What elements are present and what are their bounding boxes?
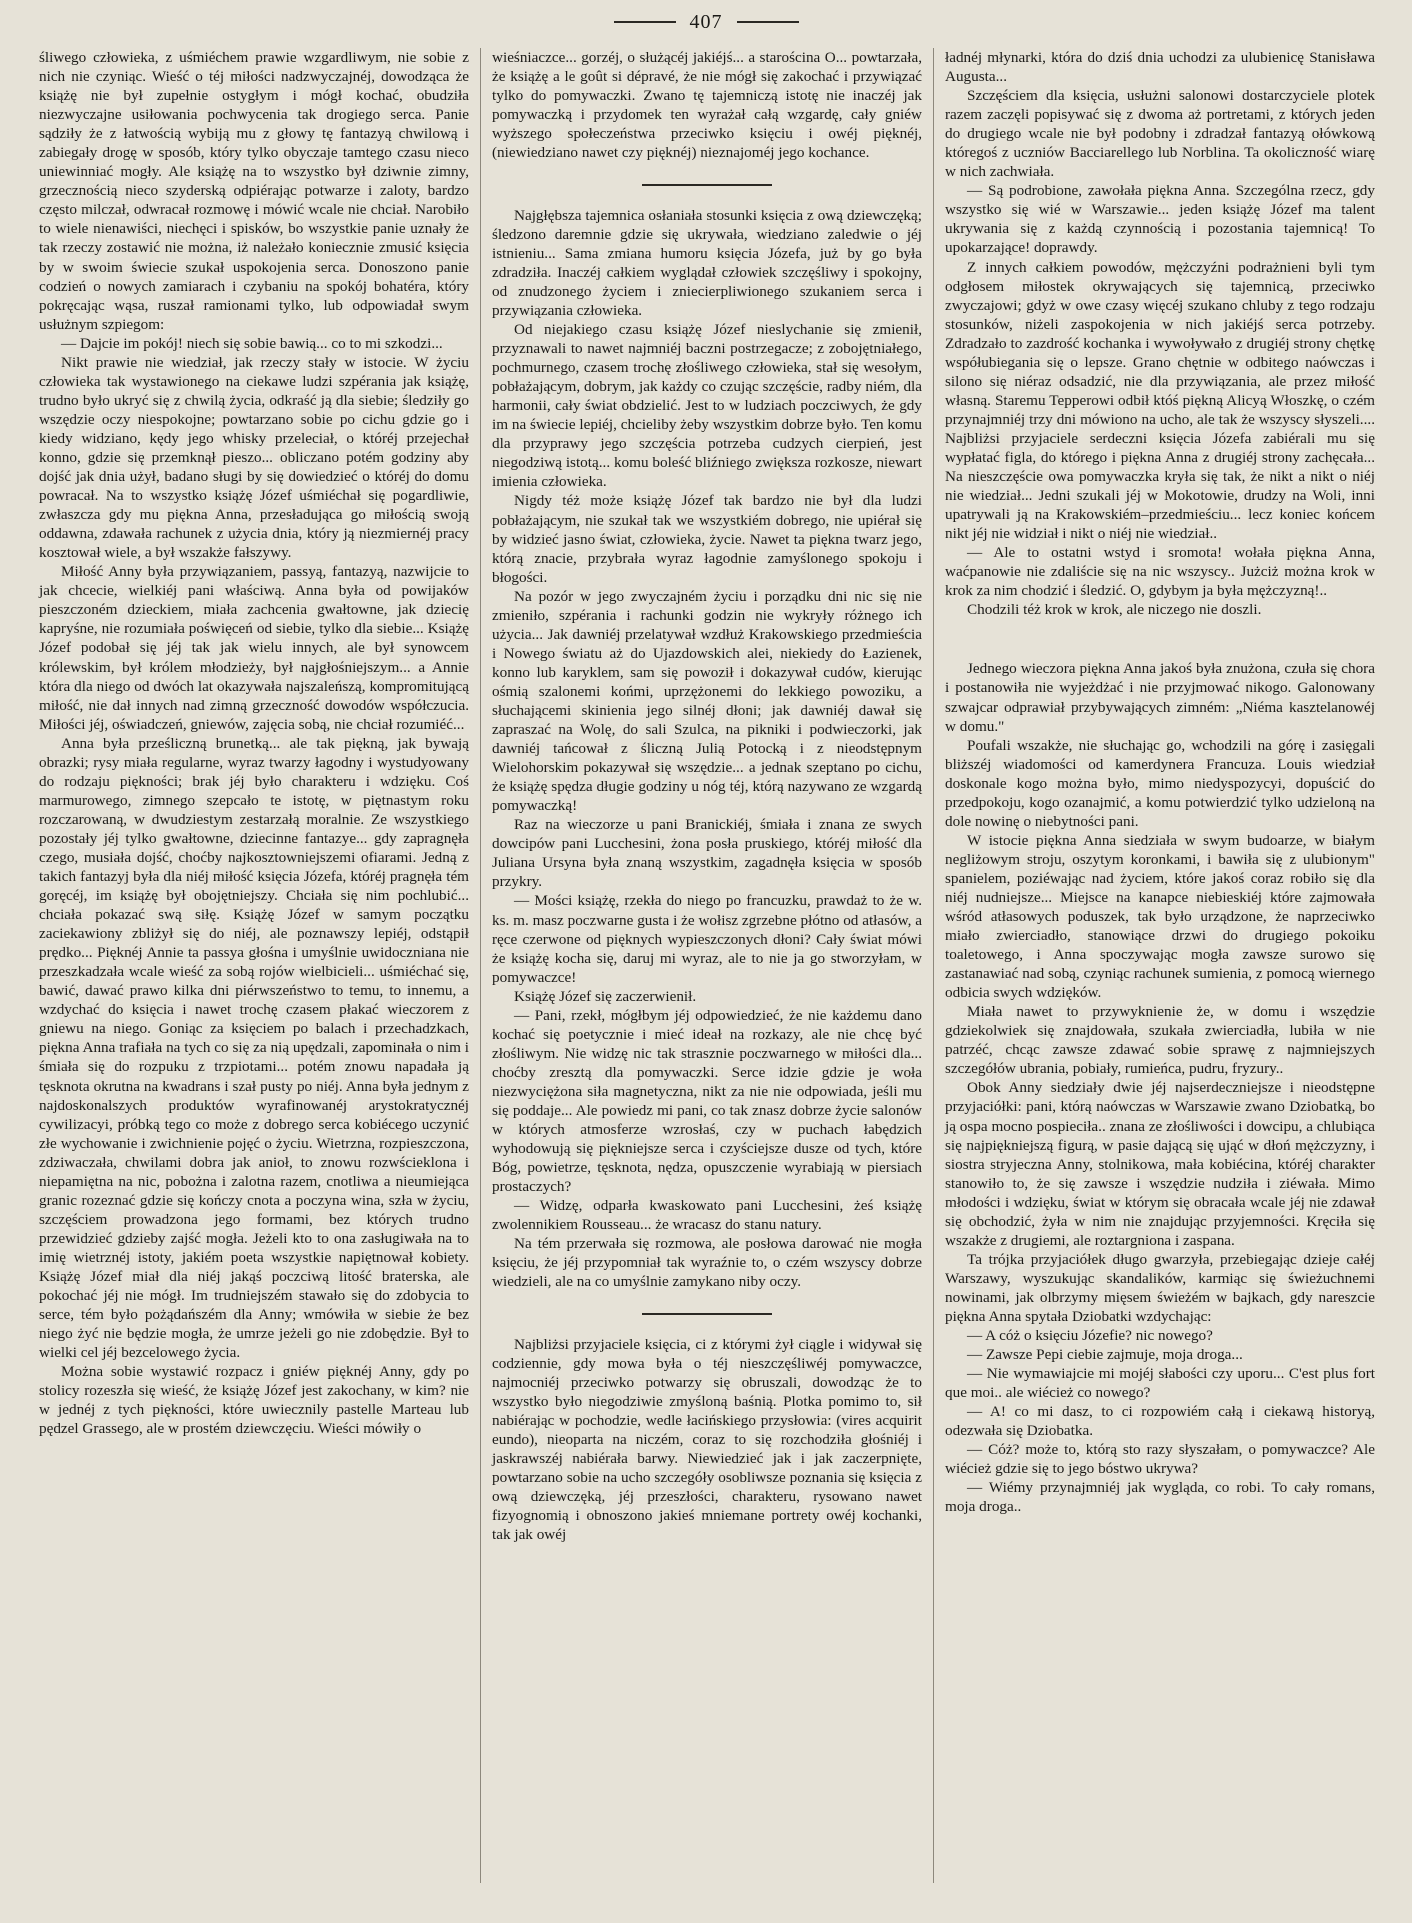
section-gap [945, 619, 1375, 659]
paragraph: — Nie wymawiajcie mi mojéj słabości czy uporu... C'est plus fort que moi.. ale wiécież co nowego? [945, 1365, 1375, 1402]
paragraph: — Wiémy przynajmniéj jak wygląda, co robi. To cały romans, moja droga.. [945, 1479, 1375, 1516]
paragraph: Nikt prawie nie wiedział, jak rzeczy stały w istocie. W życiu człowieka tak wystawionego na ciekawe ludzi szpérania jak książę, trudno było ukryć się z chwilą życia, odkraść ją dla siebie; śledziły go wszędzie oczy niespokojne; powtarzano sobie po cichu gdzie go i kiedy widziano, kędy jego whisky przeleciał, o któréj przejechał konno, gdzie się przemknął pieszo... obliczano potém godziny aby dojść jak dnia użył, badano sługi by się dowiedzieć o któréj do domu powracał. Na to wszystko książę Józef uśmiéchał się pogardliwie, zwłaszcza gdy mu piękna Anna, przesładująca go miłością swoją oddawna, zdawała rachunek z użycia dnia, który ją niezmiernéj pracy kosztował wiele, a był wszakże fałszywy. [39, 353, 469, 562]
paragraph: Miała nawet to przywyknienie że, w domu i wszędzie gdziekolwiek się znajdowała, szukała zwierciadła, lubiła w nie patrzéć, chcąc zawsze zdawać sobie sprawę z najmniejszych szczegółów ubrania, pobiały, rumieńca, pudru, fryzury.. [945, 1003, 1375, 1078]
paragraph: Najgłębsza tajemnica osłaniała stosunki księcia z ową dziewczęką; śledzono daremnie gdzie się ukrywała, wiedziano zaledwie o jéj istnieniu... Sama zmiana humoru księcia Józefa, już by go była zdradziła. Inaczéj całkiem wyglądał człowiek szczęśliwy i spokojny, od znudzonego życiem i zniecierpliwionego szukaniem serca i przywiązania człowieka. [492, 206, 922, 320]
column-3 [934, 48, 1386, 1883]
column-1 [28, 48, 481, 1883]
paragraph: Z innych całkiem powodów, mężczyźni podrażnieni byli tym odgłosem miłostek okrywających się tajemnicą, przeciwko zwyczajowi; gdyż w owe czasy więcéj szukano chluby z tego rodzaju stosunków, niżeli zaspokojenia w nich jakiéjś serca potrzeby. Zdradzało to zazdrość kochanka i wywoływało z drugiéj strony chętkę współubiegania się o lepsze. Grano chętnie w odbitego naówczas i silono się niéraz odsadzić, nie dla przywiązania, ale przez miłość własną. Staremu Tepperowi odbił któś piękną Alicyą Włoszkę, o czém przynajmniéj trzy dni mówiono na ucho, ale tak że wszyscy słyszeli.... Najbliżsi przyjaciele serdeczni księcia Józefa zabiérali mu się wypłatać figla, do którego i piękna Anna z drugiéj strony zachęcała... Na nieszczęście owa pomywaczka kryła się tak, że nikt a nikt o niéj nie wiedział... Jedni szukali jéj w Mokotowie, drudzy na Woli, inni upatrywali ją na Krakowskiém–przedmieściu... lecz koniec końcem nikt jéj nie widział i nikt o niéj nie wiedział.. [945, 258, 1375, 543]
paragraph: Nigdy téż może książę Józef tak bardzo nie był dla ludzi pobłażającym, nie szukał tak we wszystkiém dobrego, nie upiérał się by widzieć jasno świat, człowieka, życie. Nawet ta piękna twarz jego, którą znacie, przybrała wyraz łagodnie zamyślonego spokoju i błogości. [492, 492, 922, 586]
paragraph: — Mości książę, rzekła do niego po francuzku, prawdaż to że w. ks. m. masz poczwarne gusta i że wołisz zgrzebne płótno od atłasów, a ręce czerwone od pięknych wypieszczonych dłoni? Cały świat mówi że książę kocha się, daruj mi wyraz, ale to nie ja go stworzyłam, w pomywaczce! [492, 892, 922, 986]
paragraph: — A! co mi dasz, to ci rozpowiém całą i ciekawą historyą, odezwała się Dziobatka. [945, 1403, 1375, 1440]
paragraph: — Widzę, odparła kwaskowato pani Lucchesini, żeś książę zwolennikiem Rousseau... że wracasz do stanu natury. [492, 1197, 922, 1234]
section-divider [642, 1313, 772, 1315]
paragraph: Anna była prześliczną brunetką... ale tak piękną, jak bywają obrazki; rysy miała regularne, wyraz twarzy łagodny i wystudyowany do rodzaju piękności; brak jéj było charakteru i wdzięku. Coś marmurowego, zimnego szepcało te istotę, w piętnastym roku rozczarowaną, w dwudziestym zestarzałą moralnie. Ze wszystkiego pozostały jéj tylko gwałtowne, dziecinne fantazye... gdy zapragnęła czego, musiała dojść, choćby najkosztowniejszemi ofiarami. Jedną z takich fantazyj była dla niéj miłość księcia Józefa, któréj pragnęła tém goręcéj, im książę był obojętniejszy. Chciała się nim pochlubić... chciała pokazać swą siłę. Książę Józef w samym początku zaciekawiony zbliżył się do niéj, ale poznawszy lepiéj, odstąpił prędko... Pięknéj Annie ta passya głośna i umyślnie uwidoczniana nie przeszkadzała wcale wieść za sobą rojów wielbicieli... uśmiéchać się, bawić, dawać prawo kilka dni piérwszeństwo to temu, to innemu, a wzdychać do księcia i nawet trochę czasem płakać wieczorem z gniewu na niego. Goniąc za księciem po balach i przechadzkach, piękna Anna trafiała na tych co się za nią upędzali, zapominała o nim i śmiała się do rozpuku z trzpiotami... potém znowu napadała ją tęsknota okrutna na kwadrans i szał pusty po niéj. Anna była jednym z najdoskonalszych produktów wyrafinowanéj arystokratycznéj cywilizacyi, próbką tego co może z dobrego serca kobiécego uczynić złe wychowanie i zwichnienie pojęć o życiu. Wietrzna, rozpieszczona, zdziwaczała, chwilami dobra jak anioł, to znowu rozwścieklona i niepamiętna na nic, pobożna i zalotna razem, cnotliwa a nieumiejąca granic rozeznać gdzie się kończy cnota a poczyna wina, szła w życiu, szczęściem prowadzona jego formami, bez których trudno przewidzieć gdzieby zajść mogła. Jeżeli kto to ona zasługiwała na to imię wietrznéj istoty, jakiém poeta wszystkie napiętnował kobiety. Książę Józef miał dla niéj jakąś poczciwą litość braterska, ale pokochać jéj nie mógł. Im trudniejszém stawało się do zdobycia to serce, tém było pożądańszém dla Anny; wmówiła w siebie że bez niego żyć nie będzie mogła, że umrze jeżeli go nie zdobędzie. Był to wielki cel jéj bezcelowego życia. [39, 734, 469, 1362]
paragraph: Raz na wieczorze u pani Branickiéj, śmiała i znana ze swych dowcipów pani Lucchesini, żona posła pruskiego, któréj miłość dla Juliana Ursyna była znaną wszystkim, zagadnęła księcia w sposób przykry. [492, 816, 922, 891]
page-number: 407 [689, 10, 723, 33]
paragraph: Miłość Anny była przywiązaniem, passyą, fantazyą, nazwijcie to jak chcecie, wielkiéj pani właściwą. Anna była od powijaków pieszczoném dzieckiem, miała zachcenia gwałtowne, jak dziecię kapryśne, nie rozumiała poświęceń od siebie, tylko dla siebie... Książę Józef podobał się jéj tak jak wielu innych, ale był synowcem królewskim, był królem młodzieży, był najgłośniejszym... a Annie która dla niego od dwóch lat okazywała najszaleńszą, kompromitującą miłość, nie dał innych nad zimną grzeczność dowodów współczucia. Miłości jéj, oświadczeń, gniewów, zajęcia sobą, nie chciał rozumiéć... [39, 563, 469, 733]
header-rule-right [737, 21, 799, 23]
paragraph: Chodzili téż krok w krok, ale niczego nie doszli. [967, 601, 1262, 619]
section-divider [642, 184, 772, 186]
paragraph: Ta trójka przyjaciółek długo gwarzyła, przebiegając dzieje całéj Warszawy, wyszukując skandalików, karmiąc się świeżuchnemi nowinami, jak olbrzymy mięsem świeżém w bajkach, gdy nareszcie piękna Anna spytała Dziobatki wzdychając: [945, 1250, 1375, 1325]
paragraph: ładnéj młynarki, która do dziś dnia uchodzi za ulubienicę Stanisława Augusta... [945, 49, 1375, 86]
page-header [0, 4, 1412, 40]
paragraph: Jednego wieczora piękna Anna jakoś była znużona, czuła się chora i postanowiła nie wyjeżdżać i nie przyjmować nikogo. Galonowany szwajcar odprawiał przybywających zimném: „Niéma kasztelanowéj w domu." [945, 660, 1375, 735]
paragraph: — Dajcie im pokój! niech się sobie bawią... co to mi szkodzi... [61, 334, 443, 352]
paragraph: śliwego człowieka, z uśmiéchem prawie wzgardliwym, nie sobie z nich nie czyniąc. Wieść o téj miłości nadzwyczajnéj, dowodząca że książę nie był zupełnie ostygłym i mógł kochać, obudziła niezwyczajne usiłowania pochwycenia tak drogiego serca. Panie sądziły że z łatwością wybiją mu z głowy tę fantazyą chwilową i zabiegały drogę w sposób, który tylko obyczaje tamtego czasu nieco uniewinniać mogły. Ale książę na to wszystko był dziwnie zimny, grzecznością nieco szyderską odpiérając potwarze i zaloty, bardzo często milczał, odwracał rozmowę i mówić wcale nie chciał. Narobiło to wiele nienawiści, niechęci i spisków, bo wszystkie panie uznały że tak rzeczy zostawić nie można, iż należało koniecznie zmusić księcia by w swoim świecie szukał uspokojenia serca. Donoszono panie codzień o nowych zamiarach i czybaniu na spokój bohatéra, który pokręcając wąsa, ruszał ramionami tylko, lub odpowiadał swym usłużnym szpiegom: [39, 49, 469, 333]
paragraph: Obok Anny siedziały dwie jéj najserdeczniejsze i nieodstępne przyjaciółki: pani, którą naówczas w Warszawie zwano Dziobatką, bo ją ospa mocno pospieciła.. znana ze złośliwości i dowcipu, a chlubiąca się najpiękniejszą figurą, w pasie dającą się ująć w dłoń mężczyzny, i siostra stryjeczna Anny, stolnikowa, mała kobiécina, któréj charakter stanowiło to, że się zawsze i wszędzie nudziła i ziéwała. Mimo młodości i wdzięku, świat w którym się obracała wcale jéj nie zdawał się obchodzić, żyła w nim nie znajdując przyjemności. Kręciła się wszakże z drugiemi, ale roztargniona i zaspana. [945, 1079, 1375, 1249]
paragraph: Poufali wszakże, nie słuchając go, wchodzili na górę i zasięgali bliższéj wiadomości od kamerdynera Francuza. Louis wiedział doskonale kogo można było, mimo niedyspozycyi, dopuścić do przedpokoju, kogo ozanajmić, a komu potwierdzić tylko udzieloną na dole nowinę o niebytności pani. [945, 736, 1375, 830]
paragraph: Na pozór w jego zwyczajném życiu i porządku dni nic się nie zmieniło, szpérania i rachunki godzin nie wykryły różnego ich użycia... Jak dawniéj przelatywał wzdłuż Krakowskiego przedmieścia i Nowego światu aż do Ujazdowskich alei, niekiedy do Łazienek, konno lub karyklem, sam się powoził i dokazywał cudów, kierując ośmią szalonemi końmi, uprzężonemi do lekkiego powoziku, a słuchającemi skinienia jego silnéj dłoni; jak dawniéj dawał się zapraszać na Wolę, do sali Szulca, na pikniki i podwieczorki, jak dawniéj tańcował z śliczną Julią Potocką i z nieodstępnym Wielohorskim pokazywał się wszędzie... a jednak szeptano po cichu, że książę spędza długie godziny u nóg téj, którą nazywano ze wzgardą pomywaczką! [492, 587, 922, 815]
paragraph: Od niejakiego czasu książę Józef nieslychanie się zmienił, przyznawali to nawet najmniéj baczni postrzegacze; z zobojętniałego, pochmurnego, czasem trochę złośliwego człowieka, stał się wesołym, pobłażającym, dobrym, jak każdy co czując szczęście, radby niém, dla harmonii, cały świat obdzielić. Jest to w ludziach poczciwych, że gdy im na świecie lepiéj, chcieliby żeby wszystkim dobrze było. Ten komu dla przyprawy jego szczęścia potrzeba cudzych cierpień, jest niegodziwą istotą... komu boleść bliźniego zwiększa rozkosze, niewart imienia człowieka. [492, 321, 922, 491]
paragraph: Na tém przerwała się rozmowa, ale posłowa darować nie mogła księciu, że jéj przypomniał tak wyraźnie to, o czém wszyscy dobrze wiedzieli, ale na co umyślnie zamykano niby oczy. [492, 1235, 922, 1291]
column-2 [481, 48, 934, 1883]
paragraph: — Ale to ostatni wstyd i sromota! wołała piękna Anna, waćpanowie nie zdaliście się na nic wszyscy.. Jużciż można krok w krok za nim chodzić i śledzić. O, gdybym ja była mężczyzną!.. [945, 544, 1375, 600]
paragraph: — Zawsze Pepi ciebie zajmuje, moja droga... [967, 1346, 1243, 1364]
paragraph: Można sobie wystawić rozpacz i gniéw pięknéj Anny, gdy po stolicy rozeszła się wieść, że książę Józef jest zakochany, w kim? nie w jednéj z tych piękności, które uwiecznily pastelle Marteau lub pędzel Grassego, ale w prostém dziewczęciu. Wieści mówiły o [39, 1363, 469, 1438]
text-columns [28, 48, 1386, 1883]
paragraph: W istocie piękna Anna siedziała w swym budoarze, w białym negliżowym stroju, oszytym koronkami, i bawiła się z ulubionym" spanielem, poziéwając nad życiem, które jakoś coraz robiło się dla niéj nudniejsze... Miejsce na kanapce niebieskiéj które zajmowała wśród atłasowych poduszek, tak było urządzone, że naprzeciwko miało zwierciadło, stanowiące drzwi do drugiego pokoiku toaletowego, i Anna spoczywając mogła zawsze surowo się zastanawiać nad sobą, czyniąc rachunek sumienia, z pomocą wiernego odbicia swych wdzięków. [945, 831, 1375, 1002]
paragraph: — A cóż o księciu Józefie? nic nowego? [967, 1327, 1213, 1345]
paragraph: — Są podrobione, zawołała piękna Anna. Szczególna rzecz, gdy wszystko się wié w Warszawie... jeden książę Józef ma talent ukrywania się z każdą czynnością i pozostania tajemnicą! To upokarzające! doprawdy. [945, 182, 1375, 257]
paragraph: wieśniaczce... gorzéj, o służącéj jakiéjś... a starościna O... powtarzała, że książę a le goût si dépravé, że nie mógł się zakochać i przywiązać tylko do pomywaczki. Zwano tę tajemniczą istotę nie inaczéj jak pomywaczką i przydomek ten wyrażał całą wzgardę, cały gniéw wyższego społeczeństwa przeciwko księciu i owéj pięknéj, (niewiedziano nawet czy pięknéj) nieznajoméj jego kochance. [492, 49, 922, 162]
paragraph: — Cóż? może to, którą sto razy słyszałam, o pomywaczce? Ale wiécież gdzie się to jego bóstwo ukrywa? [945, 1441, 1375, 1478]
header-rule-left [614, 21, 676, 23]
paragraph: Najbliżsi przyjaciele księcia, ci z którymi żył ciągle i widywał się codziennie, gdy mowa była o téj nieszczęśliwéj pomywaczce, najmocniéj przeciwko potwarzy się obruszali, dowodząc że to wszystko było niegodziwie zmyśloną baśnią. Plotka pomimo to, sił nabiérając w pochodzie, wedle łacińskiego przysłowia: (vires acquirit eundo), nieoparta na niczém, coraz to się rozchodziła głośniéj i jaskrawszéj nabiérała barwy. Niewiedzieć jak i jak zaczerpnięte, powtarzano sobie na ucho szczegóły osobliwsze poznania się księcia z ową dziewczęką, jéj przeszłości, charakteru, rysowano nawet fizyognomią i obnoszono jakieś mniemane portrety owéj kochanki, tak jak owéj [492, 1335, 922, 1544]
paragraph: Szczęściem dla księcia, usłużni salonowi dostarczyciele plotek razem zaczęli popisywać się z dwoma aż portretami, z których jeden do drugiego wcale nie był podobny i zdradzał fantazyą ołówkową któregoś z uczniów Bacciarellego lub Norblina. Ta okoliczność wiarę w nich zachwiała. [945, 87, 1375, 181]
paragraph: — Pani, rzekł, mógłbym jéj odpowiedzieć, że nie każdemu dano kochać się poetycznie i mieć ideał na rozkazy, ale nie chcę być złośliwym. Nie widzę nic tak strasznie poczwarnego w miłości dla... choćby zresztą dla pomywaczki. Serce idzie gdzie je woła niezwyciężona siła magnetyczna, nikt za nie nie odpowiada, jeśli mu się poddaje... Ale powiedz mi pani, co tak znasz dobrze życie salonów w których atmosferze wzrosłaś, czy w puchach łabędzich wyhodowują się piękniejsze serca i czyściejsze dusze od tych, które Bóg, powietrze, tęsknota, nędza, opuszczenie wyrabiają w piersiach prostaczych? [492, 1006, 922, 1196]
paragraph: Książę Józef się zaczerwienił. [514, 987, 697, 1005]
